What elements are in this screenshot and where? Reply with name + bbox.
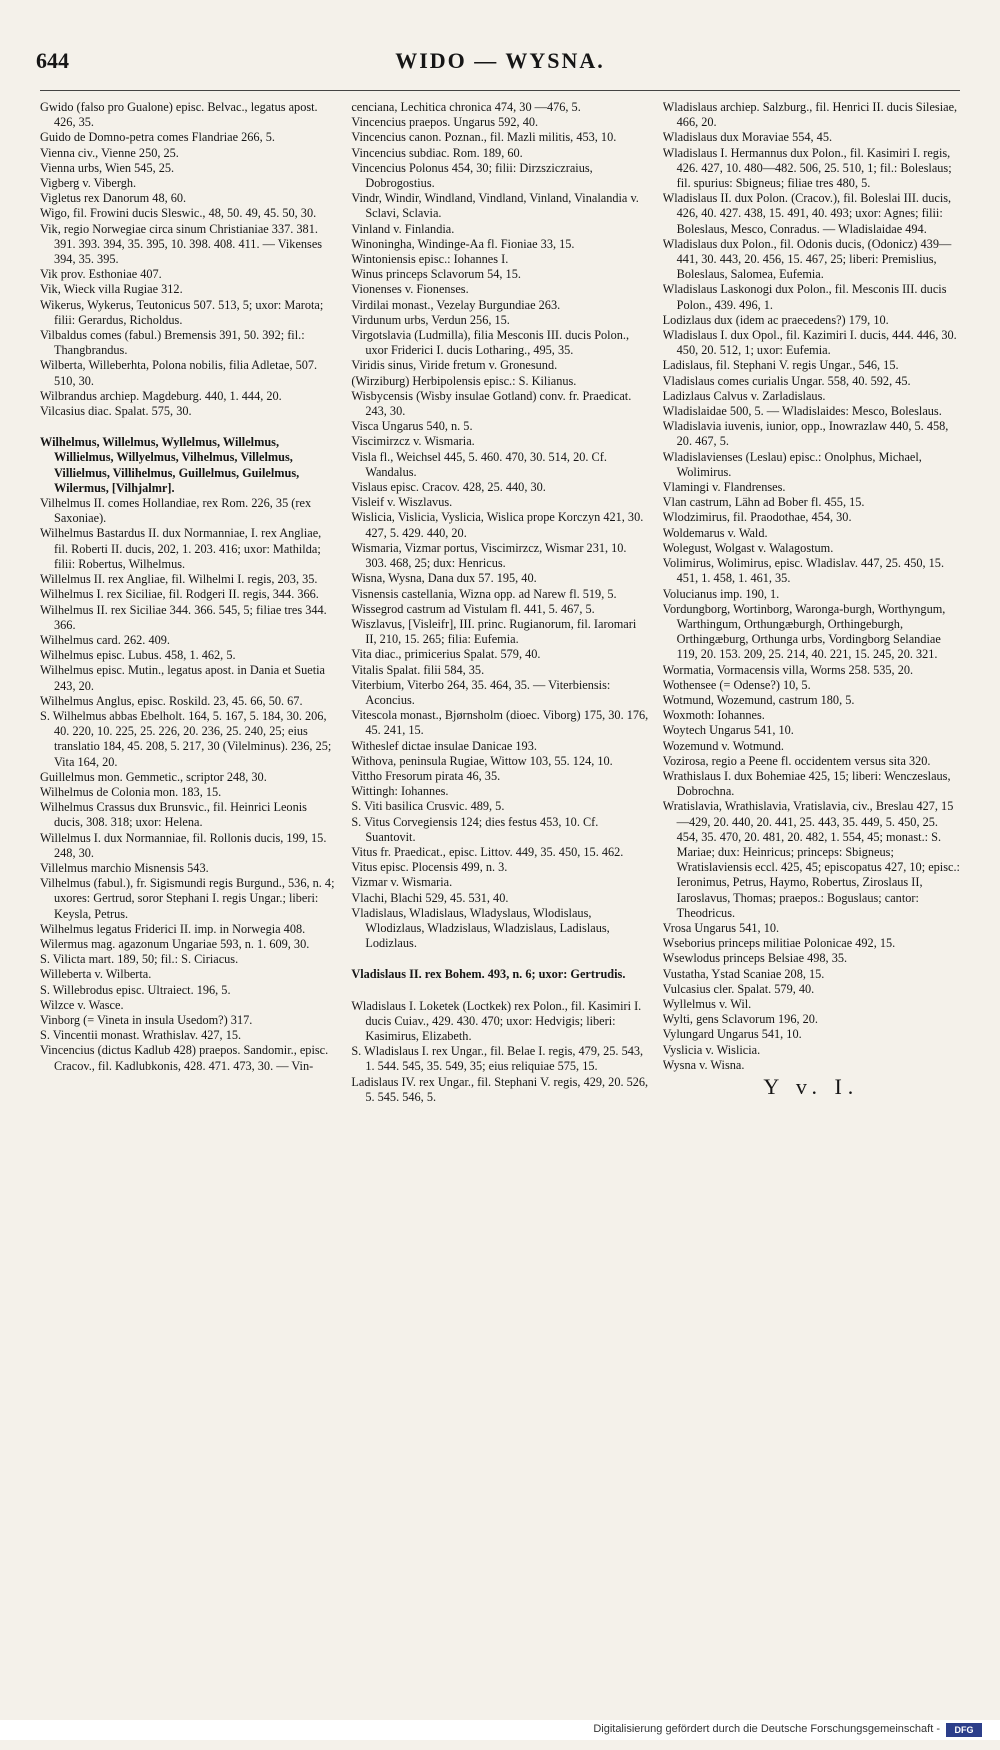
index-entry: Vlachi, Blachi 529, 45. 531, 40.: [351, 890, 509, 905]
index-entry: Wilhelmus card. 262. 409.: [40, 632, 170, 647]
index-entry: Vittho Fresorum pirata 46, 35.: [351, 768, 501, 783]
index-column-2: [351, 100, 648, 1700]
index-entry: Vislaus episc. Cracov. 428, 25. 440, 30.: [351, 480, 546, 495]
index-entry: Visca Ungarus 540, n. 5.: [351, 419, 473, 434]
index-entry: Vik, Wieck villa Rugiae 312.: [40, 282, 183, 297]
index-entry: Vigletus rex Danorum 48, 60.: [40, 191, 187, 206]
index-entry: Wothensee (= Odense?) 10, 5.: [662, 677, 811, 692]
index-entry: cenciana, Lechitica chronica 474, 30 —476, 5.: [351, 100, 581, 114]
index-entry: Wladislavienses (Leslau) episc.: Onolphus, Michael, Wolimirus.: [662, 449, 922, 479]
index-entry: Vordungborg, Wortinborg, Waronga-burgh, Worthyngum, Warthingum, Orthungæburgh, Orthingeburgh, Orthingæburg, Orthunga urbs, Vordingborg Selandiae 119, 20. 153. 209, 25. 214, 40. 221, 15. 245, 20. 321.: [662, 601, 946, 662]
index-entry: Wladislaus I. dux Opol., fil. Kazimiri I. ducis, 444. 446, 30. 450, 20. 512, 1; uxor: Eufemia.: [662, 328, 957, 358]
index-column-1: [40, 100, 337, 1700]
index-entry: Vinland v. Finlandia.: [351, 221, 455, 236]
index-entry: Wilhelmus de Colonia mon. 183, 15.: [40, 784, 222, 799]
index-entry: Wilhelmus I. rex Siciliae, fil. Rodgeri II. regis, 344. 366.: [40, 587, 319, 602]
index-columns: [40, 100, 960, 1700]
index-entry: S. Viti basilica Crusvic. 489, 5.: [351, 799, 505, 814]
index-entry: S. Willebrodus episc. Ultraiect. 196, 5.: [40, 982, 231, 997]
index-entry: Winoningha, Windinge-Aa fl. Fioniae 33, 15.: [351, 236, 575, 251]
index-entry: Wozemund v. Wotmund.: [662, 738, 784, 753]
index-entry: Vladislaus, Wladislaus, Wladyslaus, Wlodislaus, Wlodizlaus, Wladzislaus, Wladzislaus, Ladislaus, Lodizlaus.: [351, 905, 610, 951]
index-entry: Vincencius Polonus 454, 30; filii: Dirzsziczraius, Dobrogostius.: [351, 160, 593, 191]
index-entry: Wilhelmus Crassus dux Brunsvic., fil. Heinrici Leonis ducis, 308. 318; uxor: Helena.: [40, 800, 307, 830]
index-entry: Wolegust, Wolgast v. Walagostum.: [662, 540, 834, 555]
index-entry: Vlamingi v. Flandrenses.: [662, 480, 786, 495]
index-entry: Vrosa Ungarus 541, 10.: [662, 920, 780, 935]
index-entry: Willelmus II. rex Angliae, fil. Wilhelmi I. regis, 203, 35.: [40, 572, 318, 587]
index-entry: Wilbrandus archiep. Magdeburg. 440, 1. 444, 20.: [40, 388, 282, 403]
dfg-logo-icon: DFG: [946, 1723, 982, 1737]
index-entry: Willelmus I. dux Normanniae, fil. Rollonis ducis, 199, 15. 248, 30.: [40, 830, 327, 860]
index-entry: Vyslicia v. Wislicia.: [662, 1042, 761, 1057]
index-entry: Wilhelmus Bastardus II. dux Normanniae, I. rex Angliae, fil. Roberti II. ducis, 202, 1. 203. 416; uxor: Mathilda; filii: Robertus, Wilhelmus.: [40, 526, 322, 571]
index-entry: Vladislaus comes curialis Ungar. 558, 40. 592, 45.: [662, 373, 911, 388]
index-entry: Wladislaus archiep. Salzburg., fil. Henrici II. ducis Silesiae, 466, 20.: [662, 100, 958, 130]
index-entry: Vulcasius cler. Spalat. 579, 40.: [662, 981, 815, 996]
index-entry: S. Wilhelmus abbas Ebelholt. 164, 5. 167, 5. 184, 30. 206, 40. 220, 10. 225, 25. 226, 20. 236, 25. 240, 25; eius translatio 184, 45. 208, 5. 217, 30 (Vilelminus). 236, 25; Vita 164, 20.: [40, 708, 332, 769]
index-entry: Vozirosa, regio a Peene fl. occidentem versus sita 320.: [662, 753, 931, 768]
index-entry: Wladislaus I. Loketek (Loctkek) rex Polon., fil. Kasimiri I. ducis Cuiav., 429. 430. 470; uxor: Hedvigis; liberi: Kasimirus, Elizabeth.: [351, 998, 642, 1043]
index-column-3: [663, 100, 960, 1700]
index-entry: Vik, regio Norwegiae circa sinum Christianiae 337. 381. 391. 393. 394, 35. 395, 10. 398. 408. 411. — Vikenses 394, 35. 395.: [40, 221, 323, 267]
index-entry: Woldemarus v. Wald.: [662, 525, 768, 540]
index-entry: Wysna v. Wisna.: [662, 1057, 745, 1072]
index-entry: Winus princeps Sclavorum 54, 15.: [351, 267, 521, 282]
index-entry: Wratislavia, Wrathislavia, Vratislavia, civ., Breslau 427, 15—429, 20. 440, 20. 441, 25. 443, 35. 449, 5. 450, 25. 454, 35. 470, 20. 481, 20. 482, 1. 554, 45; monast.: S. Mariae; dux: Heinricus; princeps: Sbigneus; Wratislaviensis eccl. 425, 45; episcopatus 427, 10; episc.: Ieronimus, Petrus, Haymo, Robertus, Ziroslaus II, Iaroslavus, Thomas; praepos.: Boguslaus; cantor: Theodricus.: [662, 799, 960, 920]
page-header: [36, 48, 964, 84]
index-entry: Wigo, fil. Frowini ducis Sleswic., 48, 50. 49, 45. 50, 30.: [40, 206, 317, 221]
index-entry: Ladizlaus Calvus v. Zarladislaus.: [662, 388, 826, 403]
index-entry: Withova, peninsula Rugiae, Wittow 103, 55. 124, 10.: [351, 753, 613, 768]
index-entry: Wylti, gens Sclavorum 196, 20.: [662, 1012, 819, 1027]
index-entry: Wrathislaus I. dux Bohemiae 425, 15; liberi: Wenczeslaus, Dobrochna.: [662, 768, 951, 799]
index-entry: Wladislaus I. Hermannus dux Polon., fil. Kasimiri I. regis, 426. 427, 10. 480—482. 506, 25. 510, 1; fil.: Boleslaus; fil. spurius: Sbigneus; filiae tres 480, 5.: [662, 145, 952, 191]
index-entry: Wiszlavus, [Visleifr], III. princ. Rugianorum, fil. Iaromari II, 210, 15. 265; filia: Eufemia.: [351, 616, 637, 647]
index-entry: Vilhelmus II. comes Hollandiae, rex Rom. 226, 35 (rex Saxoniae).: [40, 496, 312, 526]
index-entry: Wladislaus dux Polon., fil. Odonis ducis, (Odonicz) 439—441, 30. 443, 20. 456, 15. 467, 25; liberi: Premislius, Boleslaus, Salomea, Eufemia.: [662, 236, 952, 282]
index-entry: Wormatia, Vormacensis villa, Worms 258. 535, 20.: [662, 662, 914, 677]
index-entry: Wilermus mag. agazonum Ungariae 593, n. 1. 609, 30.: [40, 936, 310, 951]
index-entry: Wilhelmus legatus Friderici II. imp. in Norwegia 408.: [40, 921, 306, 936]
index-entry: Visla fl., Weichsel 445, 5. 460. 470, 30. 514, 20. Cf. Wandalus.: [351, 449, 607, 479]
index-entry: S. Vilicta mart. 189, 50; fil.: S. Ciriacus.: [40, 952, 239, 967]
index-entry: Vilhelmus (fabul.), fr. Sigismundi regis Burgund., 536, n. 4; uxores: Gertrud, soror Stephani I. regis Ungar.; liberi: Keysla, Petrus.: [40, 876, 335, 921]
index-entry: Vladislaus II. rex Bohem. 493, n. 6; uxor: Gertrudis.: [351, 967, 626, 982]
index-entry: Visnensis castellania, Wizna opp. ad Narew fl. 519, 5.: [351, 586, 617, 601]
running-head: WIDO — WYSNA.: [395, 48, 605, 73]
index-entry: Vitalis Spalat. filii 584, 35.: [351, 662, 485, 677]
index-entry: Wilhelmus episc. Lubus. 458, 1. 462, 5.: [40, 648, 236, 663]
index-entry: Wyllelmus v. Wil.: [662, 996, 752, 1011]
index-entry: Viridis sinus, Viride fretum v. Gronesund.: [351, 358, 558, 373]
index-entry: Wintoniensis episc.: Iohannes I.: [351, 252, 509, 267]
index-entry: Vienna civ., Vienne 250, 25.: [40, 145, 179, 160]
index-entry: Viscimirzcz v. Wismaria.: [351, 434, 475, 449]
index-entry: Vionenses v. Fionenses.: [351, 282, 469, 297]
index-entry: Wismaria, Vizmar portus, Viscimirzcz, Wismar 231, 10. 303. 468, 25; dux: Henricus.: [351, 540, 627, 571]
index-entry: Vlan castrum, Lähn ad Bober fl. 455, 15.: [662, 495, 865, 510]
index-entry: Viterbium, Viterbo 264, 35. 464, 35. — Viterbiensis: Aconcius.: [351, 677, 611, 707]
letter-end-mark: Y v. I.: [763, 1074, 860, 1099]
index-entry: Vitescola monast., Bjørnsholm (dioec. Viborg) 175, 30. 176, 45. 241, 15.: [351, 708, 649, 738]
index-entry: Virdilai monast., Vezelay Burgundiae 263.: [351, 297, 561, 312]
index-entry: Vigberg v. Vibergh.: [40, 176, 137, 191]
footer-credit: Digitalisierung gefördert durch die Deutsche Forschungsgemeinschaft -: [593, 1723, 940, 1735]
index-entry: Vincencius subdiac. Rom. 189, 60.: [351, 145, 523, 160]
index-entry: Wittingh: Iohannes.: [351, 784, 449, 799]
index-entry: Wikerus, Wykerus, Teutonicus 507. 513, 5; uxor: Marota; filii: Gerardus, Richoldus.: [40, 297, 324, 327]
index-entry: Ladislaus, fil. Stephani V. regis Ungar., 546, 15.: [662, 358, 899, 373]
index-entry: Vylungard Ungarus 541, 10.: [662, 1027, 802, 1042]
index-entry: Willeberta v. Wilberta.: [40, 967, 152, 982]
index-entry: Wilberta, Willeberhta, Polona nobilis, filia Adletae, 507. 510, 30.: [40, 358, 318, 388]
index-entry: S. Vitus Corvegiensis 124; dies festus 453, 10. Cf. Suantovit.: [351, 814, 599, 844]
index-entry: Guillelmus mon. Gemmetic., scriptor 248, 30.: [40, 769, 267, 784]
index-entry: Wsewlodus princeps Belsiae 498, 35.: [662, 951, 848, 966]
index-entry: Vilcasius diac. Spalat. 575, 30.: [40, 404, 192, 419]
index-entry: Virdunum urbs, Verdun 256, 15.: [351, 312, 510, 327]
index-entry: Visleif v. Wiszlavus.: [351, 495, 453, 510]
index-entry: S. Wladislaus I. rex Ungar., fil. Belae I. regis, 479, 25. 543, 1. 544. 545, 35. 549, 35; eius reliquiae 575, 15.: [351, 1044, 644, 1074]
index-entry: Wilhelmus episc. Mutin., legatus apost. in Dania et Suetia 243, 20.: [40, 663, 326, 693]
index-entry: Volucianus imp. 190, 1.: [662, 586, 780, 601]
index-entry: Wilhelmus, Willelmus, Wyllelmus, Willelmus, Willielmus, Willyelmus, Vilhelmus, Villelmus, Villielmus, Villihelmus, Guillelmus, Guilelmus, Wilermus, [Vilhjalmr].: [40, 435, 300, 495]
index-entry: S. Vincentii monast. Wrathislav. 427, 15.: [40, 1028, 242, 1043]
index-entry: Wotmund, Wozemund, castrum 180, 5.: [662, 692, 855, 707]
index-entry: Wladislaidae 500, 5. — Wladislaides: Mesco, Boleslaus.: [662, 404, 942, 419]
index-entry: Wladislaus dux Moraviae 554, 45.: [662, 130, 833, 145]
index-entry: Vizmar v. Wismaria.: [351, 875, 453, 890]
index-entry: Gwido (falso pro Gualone) episc. Belvac., legatus apost. 426, 35.: [40, 100, 318, 130]
index-entry: Lodizlaus dux (idem ac praecedens?) 179, 10.: [662, 312, 889, 327]
index-entry: Vita diac., primicerius Spalat. 579, 40.: [351, 647, 541, 662]
index-entry: Vustatha, Ystad Scaniae 208, 15.: [662, 966, 825, 981]
index-entry: Vinborg (= Vineta in insula Usedom?) 317.: [40, 1012, 253, 1027]
index-entry: (Wirziburg) Herbipolensis episc.: S. Kilianus.: [351, 373, 577, 388]
index-entry: Wlodzimirus, fil. Praodothae, 454, 30.: [662, 510, 852, 525]
index-entry: Vitus fr. Praedicat., episc. Littov. 449, 35. 450, 15. 462.: [351, 844, 624, 859]
index-entry: Vincencius praepos. Ungarus 592, 40.: [351, 115, 539, 130]
index-entry: Wladislaus II. dux Polon. (Cracov.), fil. Boleslai III. ducis, 426, 40. 427. 438, 15. 491, 40. 493; uxor: Agnes; filii: Boleslaus, Mesco, Conradus. — Wladislaidae 494.: [662, 191, 952, 236]
index-entry: Vitus episc. Plocensis 499, n. 3.: [351, 860, 508, 875]
index-entry: Vincencius (dictus Kadlub 428) praepos. Sandomir., episc. Cracov., fil. Kadlubkonis, 428. 471. 473, 30. — Vin-: [40, 1043, 329, 1073]
index-entry: Wislicia, Vislicia, Vyslicia, Wislica prope Korczyn 421, 30. 427, 5. 429. 440, 20.: [351, 510, 644, 540]
index-entry: Vilbaldus comes (fabul.) Bremensis 391, 50. 392; fil.: Thangbrandus.: [40, 328, 305, 358]
index-entry: Wladislaus Laskonogi dux Polon., fil. Mesconis III. ducis Polon., 439. 496, 1.: [662, 282, 947, 312]
index-entry: Virgotslavia (Ludmilla), filia Mesconis III. ducis Polon., uxor Friderici I. ducis Lotharing., 495, 35.: [351, 328, 630, 358]
page-number: 644: [36, 48, 69, 73]
index-entry: Guido de Domno-petra comes Flandriae 266, 5.: [40, 130, 275, 145]
index-entry: Wilzce v. Wasce.: [40, 997, 124, 1012]
digitization-footer: [0, 1720, 1000, 1740]
index-entry: Wisna, Wysna, Dana dux 57. 195, 40.: [351, 571, 537, 586]
index-entry: Vindr, Windir, Windland, Vindland, Vinland, Vinalandia v. Sclavi, Sclavia.: [351, 191, 639, 221]
index-entry: Wseborius princeps militiae Polonicae 492, 15.: [662, 936, 896, 951]
index-entry: Wilhelmus II. rex Siciliae 344. 366. 545, 5; filiae tres 344. 366.: [40, 602, 327, 632]
index-entry: Wilhelmus Anglus, episc. Roskild. 23, 45. 66, 50. 67.: [40, 693, 303, 708]
index-entry: Witheslef dictae insulae Danicae 193.: [351, 738, 537, 753]
index-entry: Vik prov. Esthoniae 407.: [40, 267, 162, 282]
index-entry: Vienna urbs, Wien 545, 25.: [40, 160, 175, 175]
index-entry: Wissegrod castrum ad Vistulam fl. 441, 5. 467, 5.: [351, 601, 595, 616]
index-entry: Wisbycensis (Wisby insulae Gotland) conv. fr. Praedicat. 243, 30.: [351, 388, 632, 419]
index-entry: Wladislavia iuvenis, iunior, opp., Inowrazlaw 440, 5. 458, 20. 467, 5.: [662, 419, 949, 449]
index-entry: Woxmoth: Iohannes.: [662, 708, 765, 723]
header-rule: [40, 90, 960, 91]
index-entry: Ladislaus IV. rex Ungar., fil. Stephani V. regis, 429, 20. 526, 5. 545. 546, 5.: [351, 1074, 649, 1104]
index-entry: Volimirus, Wolimirus, episc. Wladislav. 447, 25. 450, 15. 451, 1. 458, 1. 461, 35.: [662, 556, 945, 586]
index-entry: Villelmus marchio Misnensis 543.: [40, 860, 209, 875]
index-entry: Woytech Ungarus 541, 10.: [662, 723, 794, 738]
index-entry: Vincencius canon. Poznan., fil. Mazli militis, 453, 10.: [351, 130, 617, 145]
